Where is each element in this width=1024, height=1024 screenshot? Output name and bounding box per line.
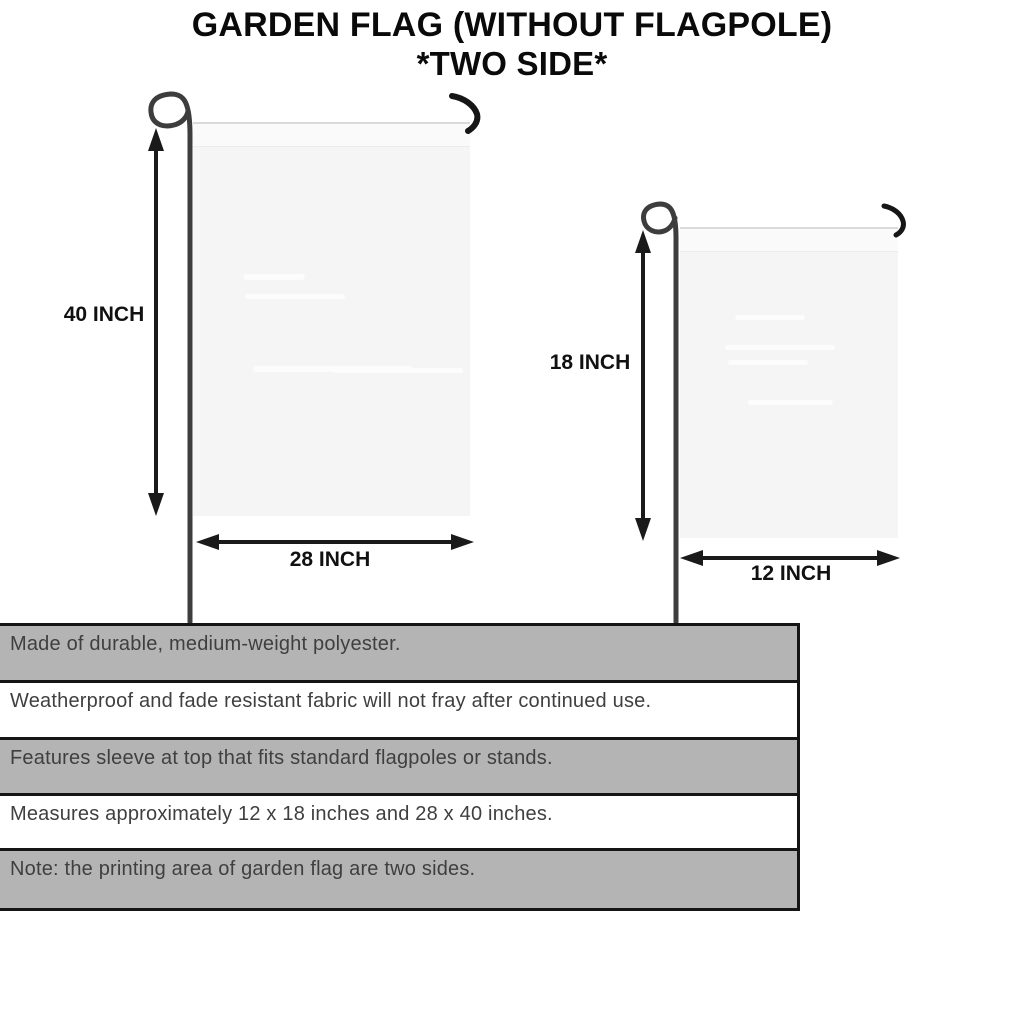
width-label-small: 12 INCH — [750, 562, 832, 585]
fabric-highlight — [735, 315, 805, 320]
page-subtitle: *TWO SIDE* — [416, 45, 608, 83]
flag-large-preview — [193, 122, 470, 516]
flag-sleeve-large — [193, 122, 470, 147]
fabric-highlight — [333, 368, 463, 373]
feature-row: Note: the printing area of garden flag are two sides. — [0, 851, 797, 908]
flagpole-small-icon — [644, 204, 676, 622]
flag-small-preview — [680, 227, 898, 538]
fabric-highlight — [245, 294, 345, 299]
flagpole-large-icon — [151, 94, 190, 622]
fabric-highlight — [748, 400, 833, 405]
fabric-highlight — [728, 360, 808, 365]
title-block — [0, 6, 1024, 84]
flag-sleeve-small — [680, 227, 898, 252]
page-title: GARDEN FLAG (WITHOUT FLAGPOLE) — [191, 6, 833, 44]
height-label-large: 40 INCH — [63, 303, 145, 326]
fabric-highlight — [725, 345, 835, 350]
feature-row: Weatherproof and fade resistant fabric will not fray after continued use. — [0, 683, 797, 740]
feature-row: Made of durable, medium-weight polyester. — [0, 626, 797, 683]
fabric-highlight — [243, 274, 305, 280]
height-label-small: 18 INCH — [549, 351, 631, 374]
feature-row: Measures approximately 12 x 18 inches and 28 x 40 inches. — [0, 796, 797, 851]
features-table — [0, 623, 800, 911]
width-label-large: 28 INCH — [289, 548, 371, 571]
height-dimension-arrow-small-icon — [635, 230, 651, 541]
feature-row: Features sleeve at top that fits standard flagpoles or stands. — [0, 740, 797, 796]
